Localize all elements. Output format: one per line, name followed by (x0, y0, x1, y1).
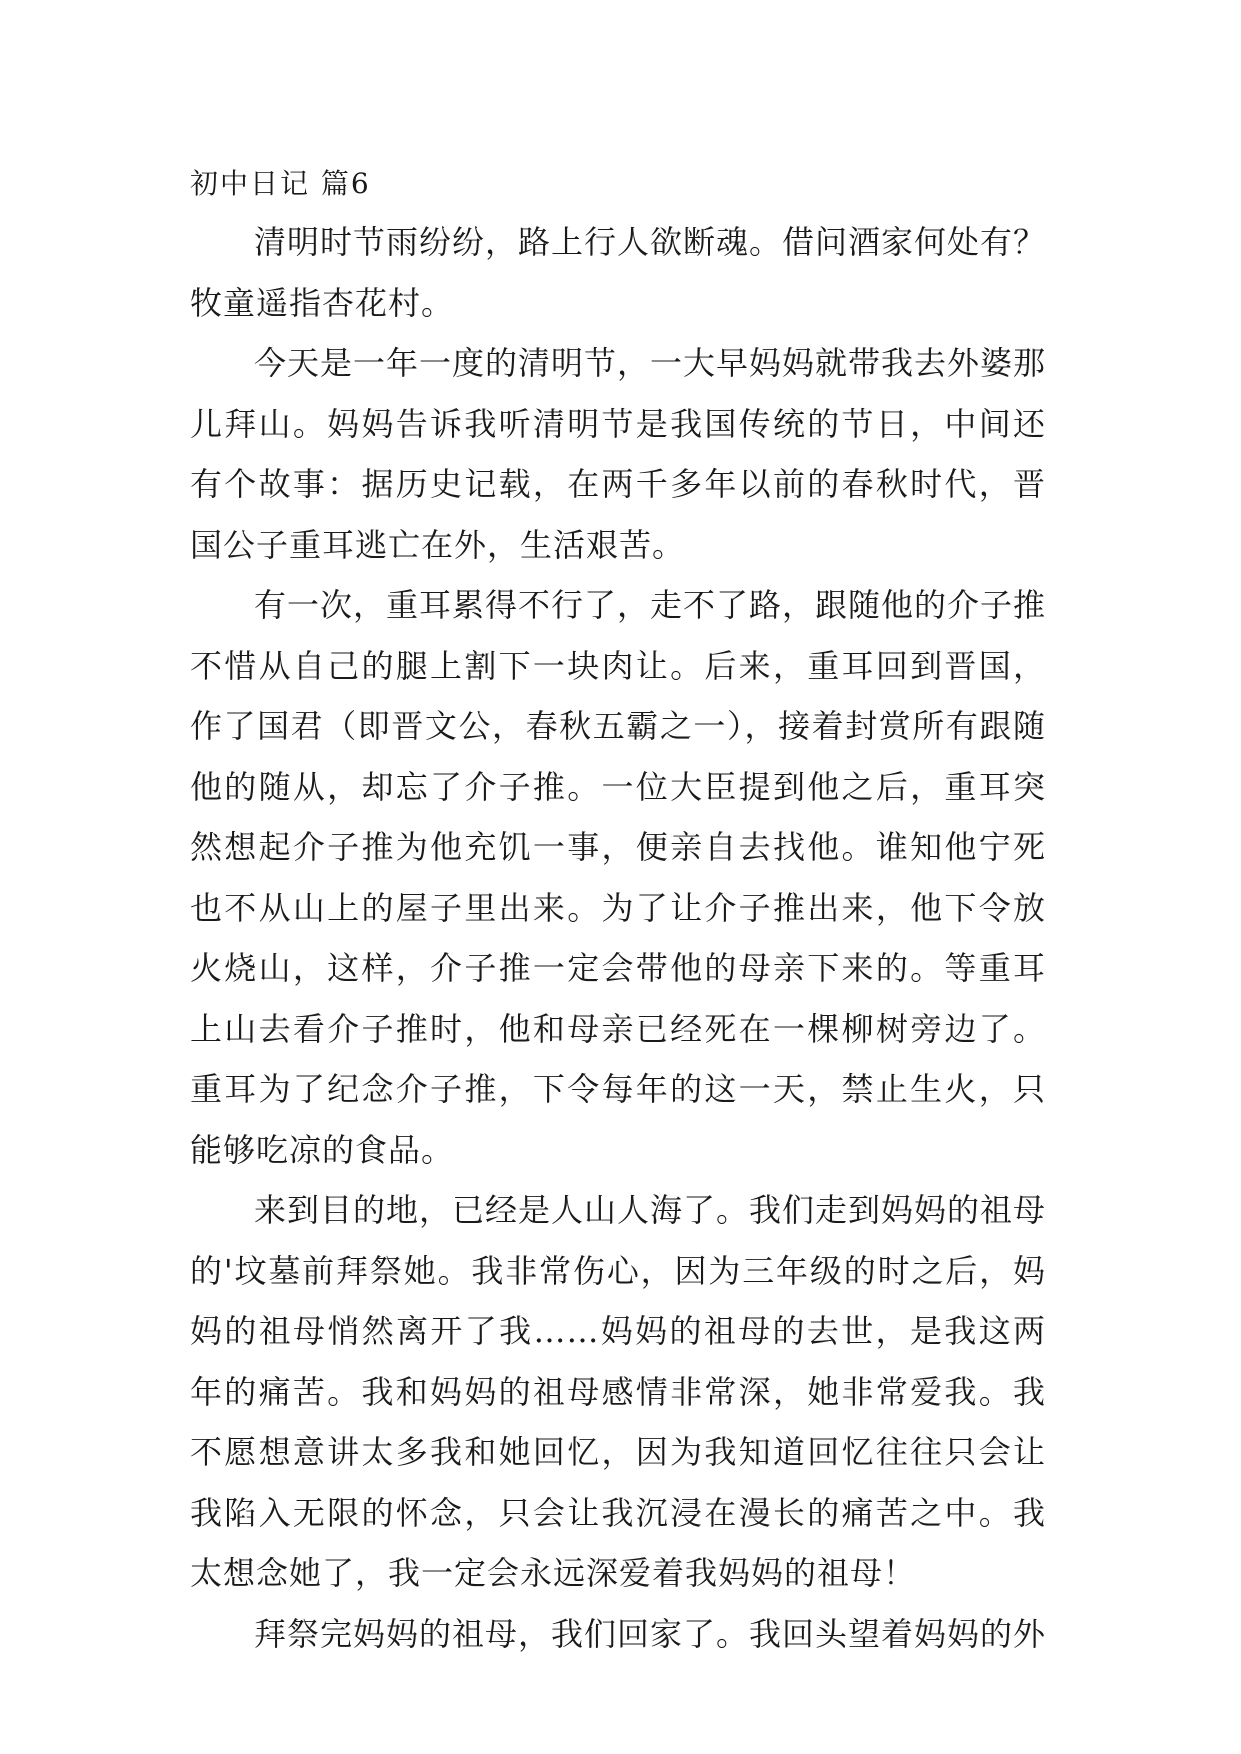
paragraph-poem: 清明时节雨纷纷，路上行人欲断魂。借问酒家何处有？牧童遥指杏花村。 (190, 223, 1047, 322)
paragraph-return: 拜祭完妈妈的祖母，我们回家了。我回头望着妈妈的外 (254, 1614, 1047, 1653)
document-body (190, 162, 1046, 1664)
paragraph-memorial: 来到目的地，已经是人山人海了。我们走到妈妈的祖母的'坟墓前拜祭她。我非常伤心，因为三年级的时之后，妈妈的祖母悄然离开了我……妈妈的祖母的去世，是我这两年的痛苦。我和妈妈的祖母感情非常深，她非常爱我。我不愿想意讲太多我和她回忆，因为我知道回忆往往只会让我陷入无限的怀念，只会让我沉浸在漫长的痛苦之中。我太想念她了，我一定会永远深爱着我妈妈的祖母！ (190, 1191, 1047, 1592)
document-title: 初中日记 篇6 (190, 167, 371, 200)
paragraph-story: 有一次，重耳累得不行了，走不了路，跟随他的介子推不惜从自己的腿上割下一块肉让。后来，重耳回到晋国，作了国君（即晋文公，春秋五霸之一），接着封赏所有跟随他的随从，却忘了介子推。一位大臣提到他之后，重耳突然想起介子推为他充饥一事，便亲自去找他。谁知他宁死也不从山上的屋子里出来。为了让介子推出来，他下令放火烧山，这样，介子推一定会带他的母亲下来的。等重耳上山去看介子推时，他和母亲已经死在一棵柳树旁边了。重耳为了纪念介子推，下令每年的这一天，禁止生火，只能够吃凉的食品。 (190, 586, 1047, 1169)
paragraph-intro: 今天是一年一度的清明节，一大早妈妈就带我去外婆那儿拜山。妈妈告诉我听清明节是我国传统的节日，中间还有个故事：据历史记载，在两千多年以前的春秋时代，晋国公子重耳逃亡在外，生活艰苦。 (190, 344, 1047, 564)
